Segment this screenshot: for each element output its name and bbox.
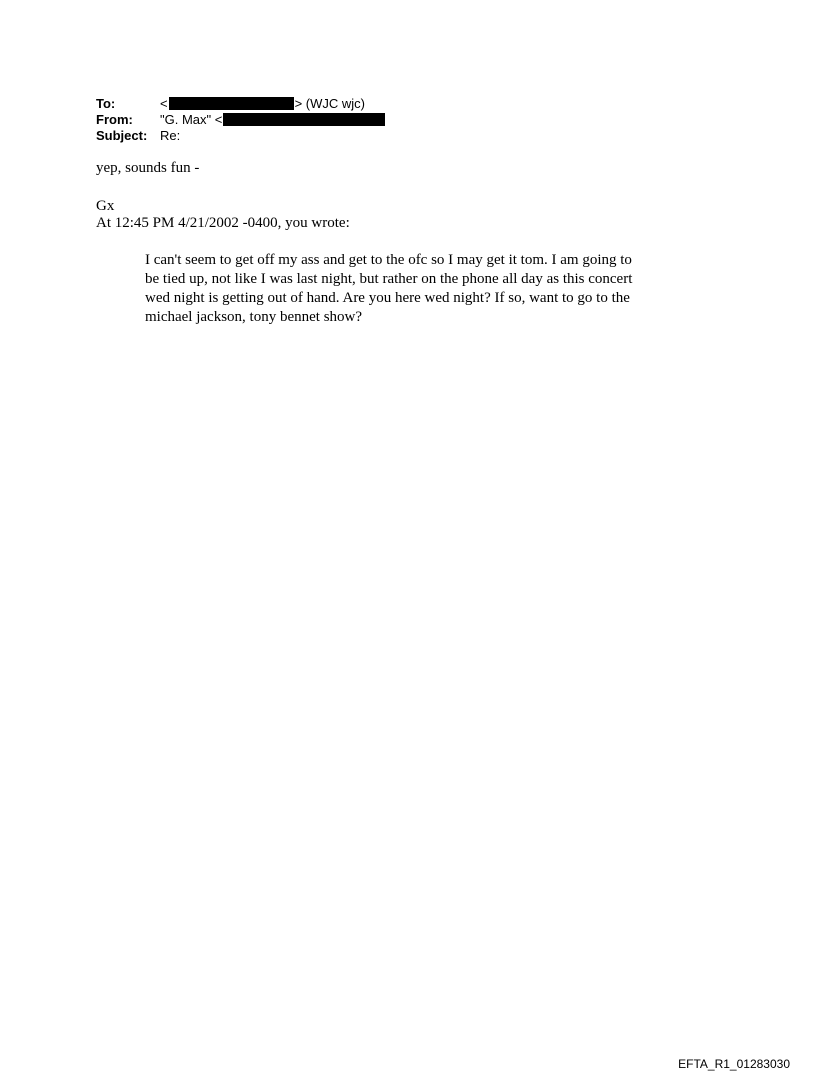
from-sender-name: "G. Max" < bbox=[160, 112, 223, 127]
redaction-block bbox=[169, 97, 294, 110]
quote-attribution: At 12:45 PM 4/21/2002 -0400, you wrote: bbox=[96, 215, 350, 231]
subject-label: Subject: bbox=[96, 128, 148, 143]
subject-value: Re: bbox=[160, 128, 181, 143]
signature: Gx bbox=[96, 198, 115, 214]
quoted-message bbox=[145, 251, 670, 327]
from-label: From: bbox=[96, 112, 133, 127]
to-recipient-name: > (WJC wjc) bbox=[294, 96, 366, 111]
to-value bbox=[160, 96, 365, 112]
quoted-line: wed night is getting out of hand. Are you here wed night? If so, want to go to the bbox=[145, 290, 630, 306]
to-label: To: bbox=[96, 96, 116, 111]
quoted-line: michael jackson, tony bennet show? bbox=[145, 309, 363, 325]
quoted-line: I can't seem to get off my ass and get to the ofc so I may get it tom. I am going to bbox=[145, 252, 632, 268]
to-open-bracket: < bbox=[160, 96, 168, 111]
document-id: EFTA_R1_01283030 bbox=[678, 1057, 790, 1071]
from-value bbox=[160, 112, 385, 128]
quoted-line: be tied up, not like I was last night, but rather on the phone all day as this concert bbox=[145, 271, 633, 287]
reply-text: yep, sounds fun - bbox=[96, 160, 200, 176]
redaction-block bbox=[223, 113, 385, 126]
